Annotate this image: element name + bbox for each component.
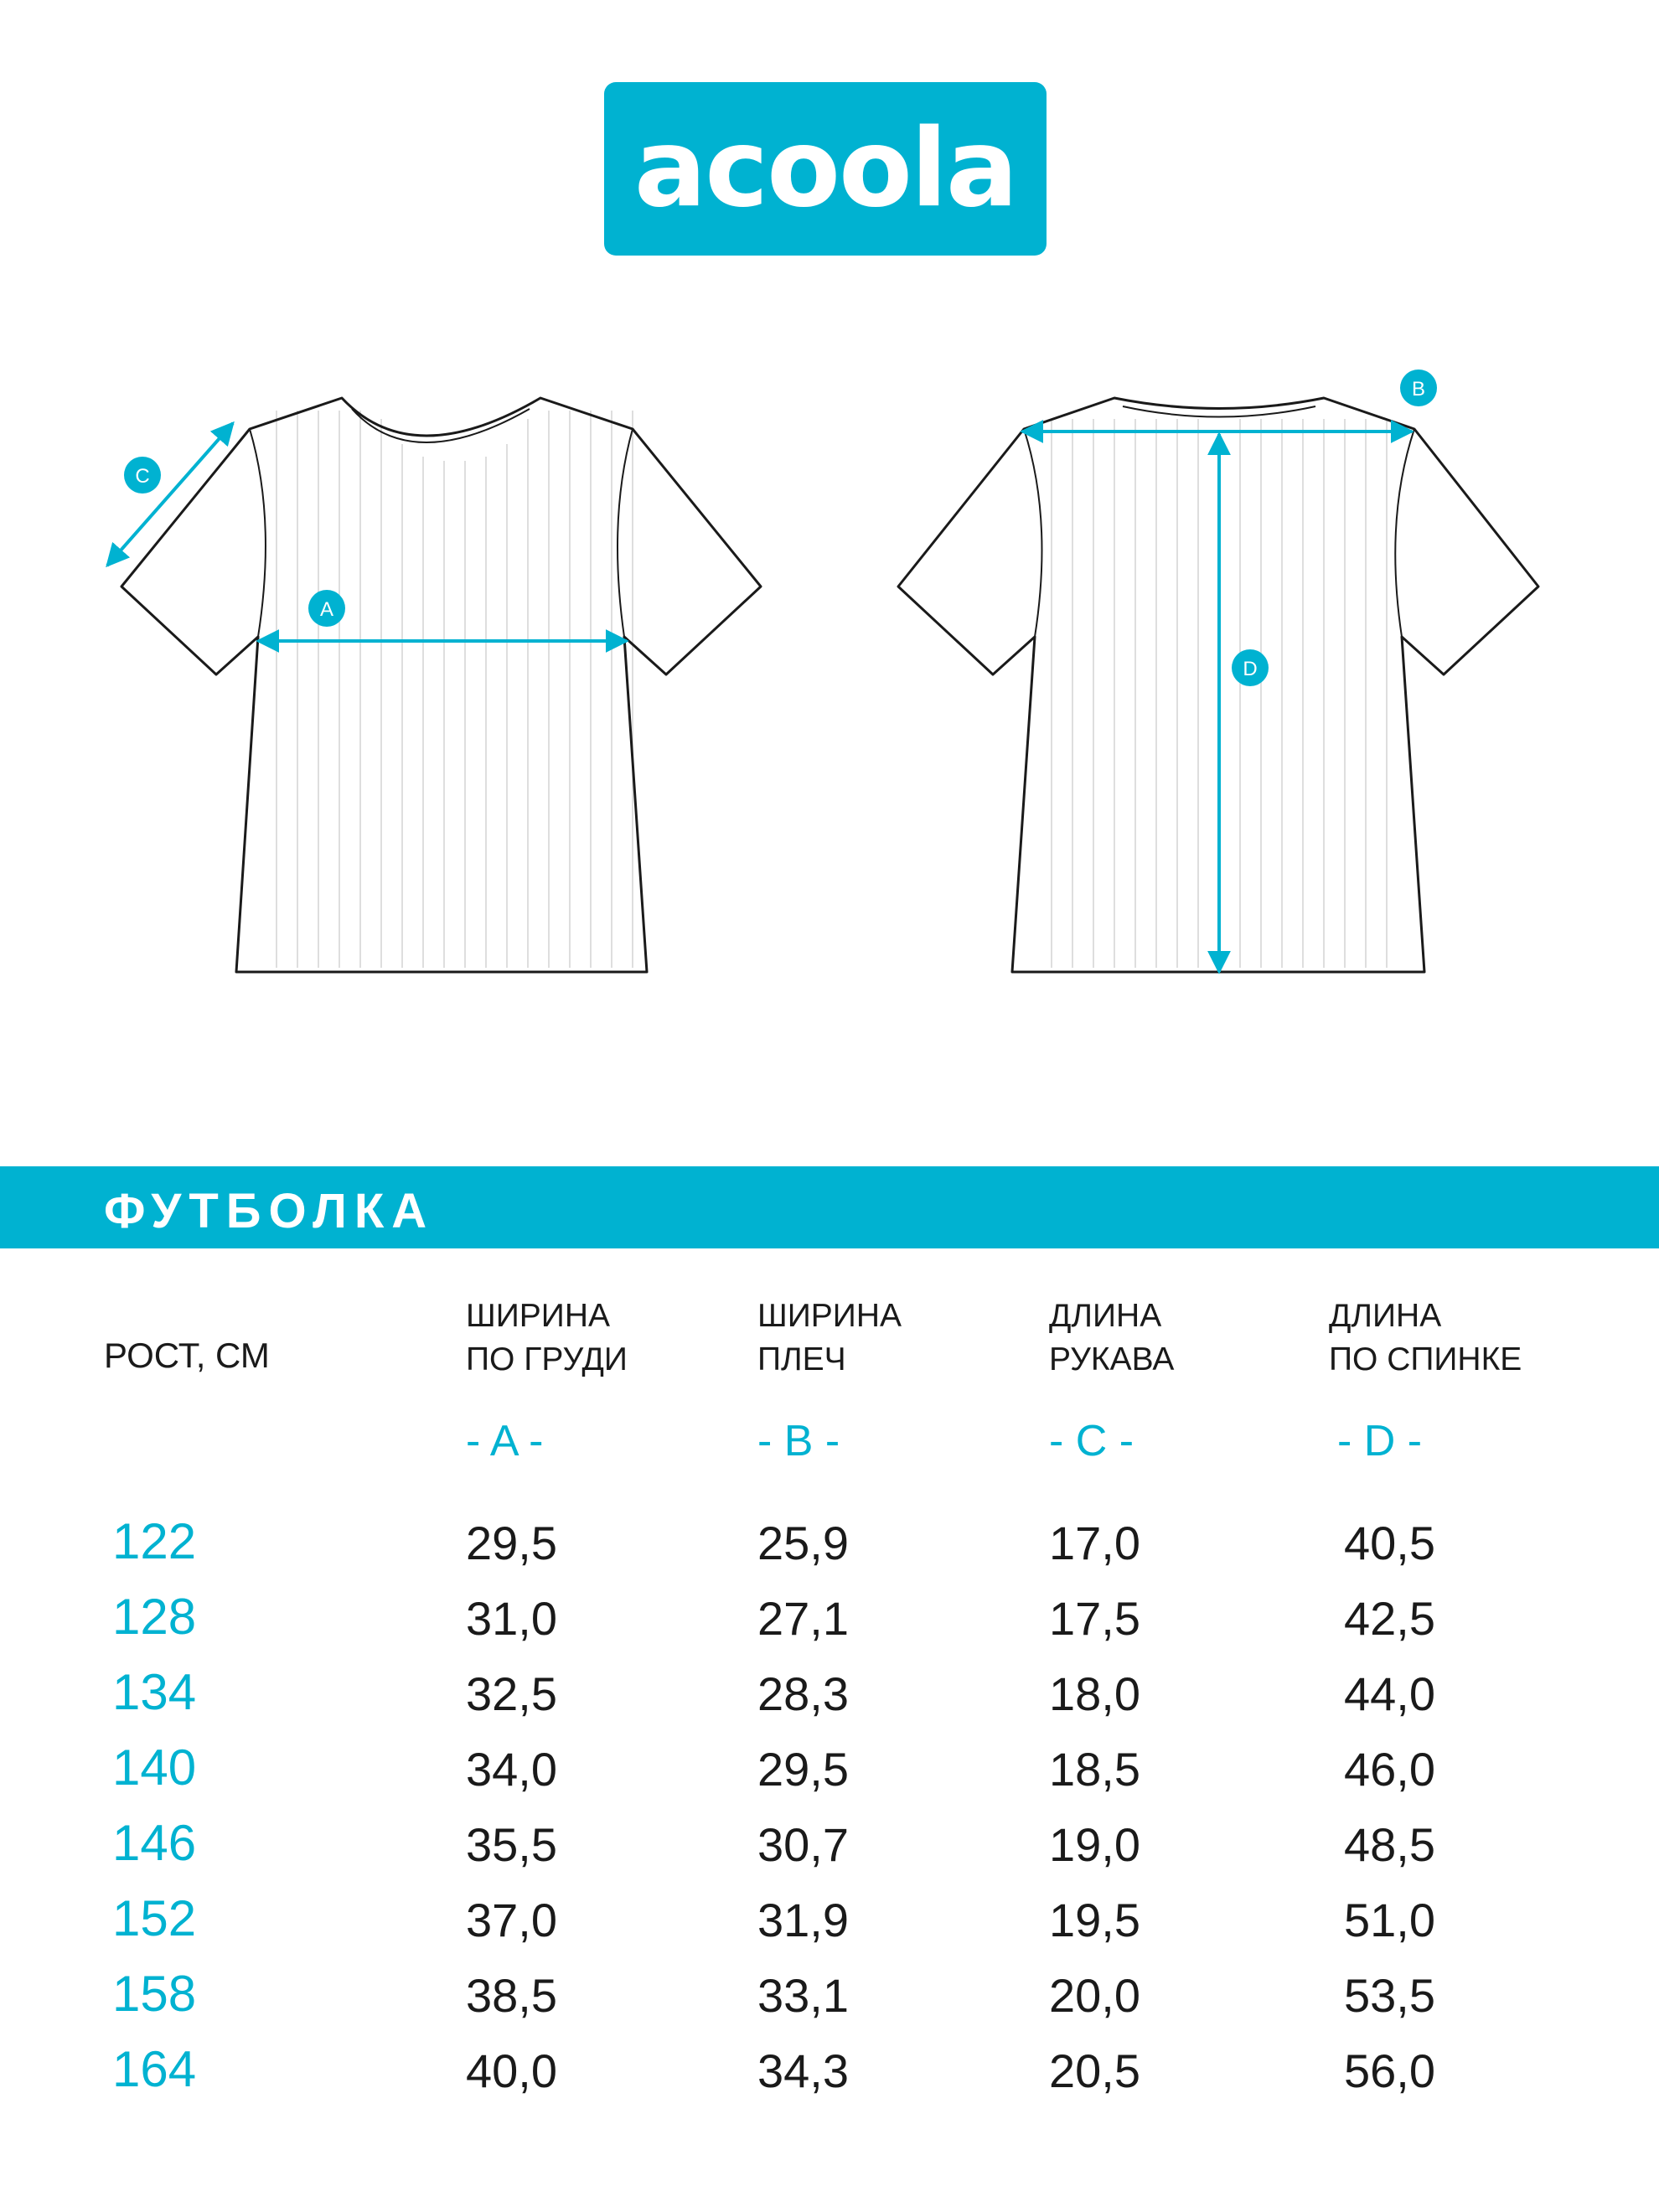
value-a: 34,0	[466, 1743, 557, 1796]
table-row	[0, 1512, 1659, 1588]
product-title: ФУТБОЛКА	[104, 1184, 435, 1238]
label-a-badge	[308, 590, 345, 627]
label-c: C	[135, 465, 150, 488]
value-c: 20,0	[1049, 1969, 1140, 2022]
value-a: 37,0	[466, 1894, 557, 1946]
column-header-b: ШИРИНА ПЛЕЧ	[757, 1298, 902, 1377]
height-value: 128	[112, 1589, 197, 1645]
value-b: 25,9	[757, 1517, 849, 1569]
value-d: 56,0	[1344, 2044, 1435, 2097]
label-a: A	[319, 598, 334, 621]
height-value: 164	[112, 2041, 197, 2097]
measure-c-arrow	[107, 423, 233, 566]
column-code-b: - B -	[757, 1417, 840, 1465]
column-code-a: - A -	[466, 1417, 544, 1465]
column-header-d: ДЛИНА ПО СПИНКЕ	[1329, 1298, 1522, 1377]
value-b: 30,7	[757, 1818, 849, 1871]
value-d: 44,0	[1344, 1667, 1435, 1720]
label-d: D	[1243, 658, 1258, 680]
table-row	[0, 1889, 1659, 1965]
height-value: 122	[112, 1513, 197, 1569]
value-d: 42,5	[1344, 1592, 1435, 1645]
table-row	[0, 1739, 1659, 1814]
value-b: 28,3	[757, 1667, 849, 1720]
tshirt-front-view	[121, 398, 761, 972]
value-d: 40,5	[1344, 1517, 1435, 1569]
label-d-badge	[1232, 649, 1269, 686]
value-b: 27,1	[757, 1592, 849, 1645]
value-d: 53,5	[1344, 1969, 1435, 2022]
value-b: 33,1	[757, 1969, 849, 2022]
value-c: 20,5	[1049, 2044, 1140, 2097]
table-row	[0, 1663, 1659, 1739]
column-code-c: - C -	[1049, 1417, 1134, 1465]
table-row	[0, 2040, 1659, 2116]
column-header-a: ШИРИНА ПО ГРУДИ	[466, 1298, 628, 1377]
height-value: 158	[112, 1966, 197, 2022]
value-c: 17,5	[1049, 1592, 1140, 1645]
value-c: 19,0	[1049, 1818, 1140, 1871]
brand-logo-text: acoola	[633, 106, 1017, 231]
value-b: 29,5	[757, 1743, 849, 1796]
value-c: 19,5	[1049, 1894, 1140, 1946]
tshirt-measurement-diagram	[0, 0, 1659, 1005]
value-a: 29,5	[466, 1517, 557, 1569]
product-title-banner	[0, 1166, 1659, 1248]
value-a: 35,5	[466, 1818, 557, 1871]
label-c-badge	[124, 457, 161, 494]
value-d: 51,0	[1344, 1894, 1435, 1946]
value-c: 18,5	[1049, 1743, 1140, 1796]
value-c: 17,0	[1049, 1517, 1140, 1569]
value-a: 31,0	[466, 1592, 557, 1645]
value-c: 18,0	[1049, 1667, 1140, 1720]
table-row	[0, 1588, 1659, 1663]
table-row	[0, 1965, 1659, 2040]
height-value: 134	[112, 1664, 197, 1720]
value-a: 32,5	[466, 1667, 557, 1720]
value-d: 48,5	[1344, 1818, 1435, 1871]
value-a: 40,0	[466, 2044, 557, 2097]
column-code-d: - D -	[1337, 1417, 1423, 1465]
height-value: 146	[112, 1815, 197, 1871]
label-b: B	[1411, 378, 1426, 401]
column-header-c: ДЛИНА РУКАВА	[1049, 1298, 1175, 1377]
label-b-badge	[1400, 370, 1437, 406]
height-value: 152	[112, 1890, 197, 1946]
value-d: 46,0	[1344, 1743, 1435, 1796]
table-row	[0, 1814, 1659, 1889]
height-column-header: РОСТ, СМ	[104, 1336, 270, 1375]
value-a: 38,5	[466, 1969, 557, 2022]
value-b: 31,9	[757, 1894, 849, 1946]
value-b: 34,3	[757, 2044, 849, 2097]
height-value: 140	[112, 1739, 197, 1796]
